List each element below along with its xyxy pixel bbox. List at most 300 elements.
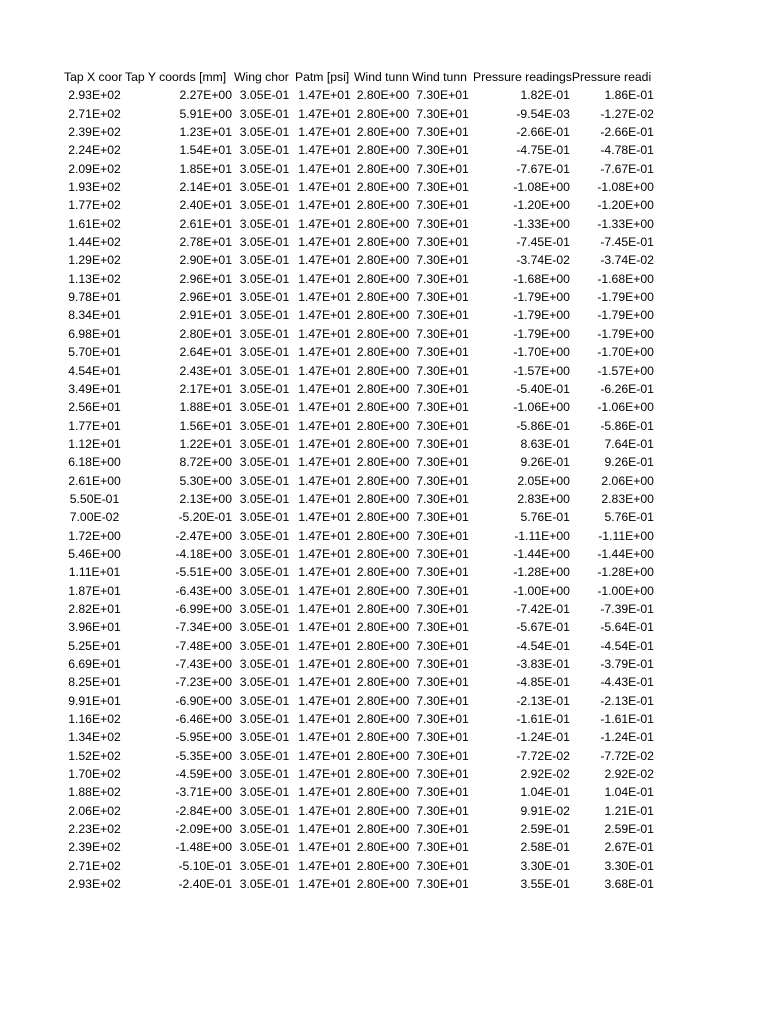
tap-x-cell[interactable]: 5.50E-01 (69, 491, 120, 506)
wind-tunnel-1-cell[interactable]: 2.80E+00 (356, 657, 410, 671)
patm-cell[interactable]: 1.47E+01 (298, 381, 351, 396)
patm-cell[interactable]: 1.47E+01 (298, 88, 351, 103)
tap-x-cell[interactable]: 2.56E+01 (68, 400, 121, 415)
wind-tunnel-1-cell[interactable]: 2.80E+00 (356, 216, 410, 231)
pressure-1-cell[interactable]: -1.33E+00 (513, 216, 570, 231)
tap-y-cell[interactable]: 2.40E+01 (179, 198, 232, 213)
wind-tunnel-2-cell[interactable]: 7.30E+01 (416, 161, 469, 176)
pressure-1-cell[interactable]: -1.28E+00 (513, 565, 570, 580)
header-pressure-2[interactable]: Pressure readi (571, 70, 652, 84)
tap-x-cell[interactable]: 1.12E+01 (68, 436, 121, 451)
wing-chord-cell[interactable]: 3.05E-01 (239, 657, 290, 671)
pressure-1-cell[interactable]: -1.06E+00 (513, 400, 570, 415)
tap-y-cell[interactable]: -6.90E+00 (175, 693, 232, 708)
wing-chord-cell[interactable]: 3.05E-01 (239, 730, 290, 745)
wing-chord-cell[interactable]: 3.05E-01 (239, 436, 290, 451)
tap-y-cell[interactable]: 2.43E+01 (179, 363, 232, 378)
wind-tunnel-1-cell[interactable]: 2.80E+00 (356, 546, 410, 561)
tap-y-cell[interactable]: 2.78E+01 (179, 235, 232, 250)
wind-tunnel-1-cell[interactable]: 2.80E+00 (356, 381, 410, 396)
wind-tunnel-1-cell[interactable]: 2.80E+00 (356, 473, 410, 488)
patm-cell[interactable]: 1.47E+01 (298, 235, 351, 250)
wind-tunnel-1-cell[interactable]: 2.80E+00 (356, 198, 410, 213)
tap-y-cell[interactable]: 1.23E+01 (179, 125, 232, 140)
patm-cell[interactable]: 1.47E+01 (298, 161, 351, 176)
pressure-1-cell[interactable]: -4.75E-01 (516, 143, 570, 158)
wind-tunnel-2-cell[interactable]: 7.30E+01 (416, 363, 469, 378)
wind-tunnel-2-cell[interactable]: 7.30E+01 (416, 271, 469, 286)
tap-x-cell[interactable]: 1.52E+02 (68, 748, 121, 763)
wind-tunnel-1-cell[interactable]: 2.80E+00 (356, 436, 410, 451)
wind-tunnel-2-cell[interactable]: 7.30E+01 (416, 235, 469, 250)
tap-y-cell[interactable]: -3.71E+00 (175, 785, 232, 800)
tap-x-cell[interactable]: 2.09E+02 (68, 161, 121, 176)
tap-y-cell[interactable]: -2.84E+00 (175, 803, 232, 818)
tap-x-cell[interactable]: 3.49E+01 (68, 381, 121, 396)
patm-cell[interactable]: 1.47E+01 (298, 363, 351, 378)
tap-y-cell[interactable]: 1.88E+01 (179, 400, 232, 415)
tap-y-cell[interactable]: -5.51E+00 (175, 565, 232, 580)
wind-tunnel-1-cell[interactable]: 2.80E+00 (356, 88, 410, 103)
tap-y-cell[interactable]: 5.30E+00 (179, 473, 232, 488)
patm-cell[interactable]: 1.47E+01 (298, 290, 351, 305)
wind-tunnel-2-cell[interactable]: 7.30E+01 (416, 180, 469, 195)
wing-chord-cell[interactable]: 3.05E-01 (239, 235, 290, 250)
tap-y-cell[interactable]: -6.43E+00 (175, 583, 232, 598)
tap-x-cell[interactable]: 3.96E+01 (68, 620, 121, 635)
wind-tunnel-2-cell[interactable]: 7.30E+01 (416, 767, 469, 782)
patm-cell[interactable]: 1.47E+01 (298, 546, 351, 561)
wing-chord-cell[interactable]: 3.05E-01 (239, 877, 290, 892)
wind-tunnel-2-cell[interactable]: 7.30E+01 (416, 803, 469, 818)
pressure-1-cell[interactable]: 2.59E-01 (520, 822, 570, 837)
pressure-2-cell[interactable]: 2.92E-02 (604, 767, 654, 782)
pressure-2-cell[interactable]: -1.28E+00 (597, 565, 654, 580)
tap-x-cell[interactable]: 2.61E+00 (68, 473, 121, 488)
pressure-1-cell[interactable]: -2.66E-01 (516, 125, 570, 140)
wing-chord-cell[interactable]: 3.05E-01 (239, 271, 290, 286)
pressure-2-cell[interactable]: -4.43E-01 (600, 675, 654, 690)
wing-chord-cell[interactable]: 3.05E-01 (239, 198, 290, 213)
patm-cell[interactable]: 1.47E+01 (298, 253, 351, 268)
wing-chord-cell[interactable]: 3.05E-01 (239, 363, 290, 378)
wind-tunnel-2-cell[interactable]: 7.30E+01 (416, 858, 469, 873)
wing-chord-cell[interactable]: 3.05E-01 (239, 418, 290, 433)
pressure-2-cell[interactable]: -1.08E+00 (597, 180, 654, 195)
wing-chord-cell[interactable]: 3.05E-01 (239, 400, 290, 415)
wind-tunnel-1-cell[interactable]: 2.80E+00 (356, 675, 410, 690)
wing-chord-cell[interactable]: 3.05E-01 (239, 180, 290, 195)
tap-y-cell[interactable]: -2.40E-01 (178, 877, 232, 892)
pressure-2-cell[interactable]: 3.68E-01 (604, 877, 654, 892)
pressure-1-cell[interactable]: 1.04E-01 (520, 785, 570, 800)
pressure-2-cell[interactable]: -2.66E-01 (600, 125, 654, 140)
wind-tunnel-2-cell[interactable]: 7.30E+01 (416, 638, 469, 653)
pressure-1-cell[interactable]: -2.13E-01 (516, 693, 570, 708)
wind-tunnel-2-cell[interactable]: 7.30E+01 (416, 473, 469, 488)
tap-x-cell[interactable]: 2.39E+02 (68, 840, 121, 855)
wind-tunnel-2-cell[interactable]: 7.30E+01 (416, 253, 469, 268)
tap-x-cell[interactable]: 2.93E+02 (68, 877, 121, 892)
pressure-1-cell[interactable]: 2.05E+00 (517, 473, 570, 488)
pressure-2-cell[interactable]: 7.64E-01 (604, 436, 654, 451)
wind-tunnel-2-cell[interactable]: 7.30E+01 (416, 88, 469, 103)
wind-tunnel-2-cell[interactable]: 7.30E+01 (416, 712, 469, 727)
pressure-2-cell[interactable]: -1.57E+00 (597, 363, 654, 378)
wind-tunnel-2-cell[interactable]: 7.30E+01 (416, 730, 469, 745)
tap-x-cell[interactable]: 1.72E+00 (68, 528, 121, 543)
pressure-1-cell[interactable]: -5.40E-01 (516, 381, 570, 396)
pressure-2-cell[interactable]: -7.67E-01 (600, 161, 654, 176)
pressure-2-cell[interactable]: -1.79E+00 (597, 326, 654, 341)
wing-chord-cell[interactable]: 3.05E-01 (239, 858, 290, 873)
wind-tunnel-1-cell[interactable]: 2.80E+00 (356, 858, 410, 873)
patm-cell[interactable]: 1.47E+01 (298, 730, 351, 745)
pressure-1-cell[interactable]: -3.74E-02 (516, 253, 570, 268)
wind-tunnel-1-cell[interactable]: 2.80E+00 (356, 730, 410, 745)
wind-tunnel-1-cell[interactable]: 2.80E+00 (356, 510, 410, 525)
tap-x-cell[interactable]: 5.25E+01 (68, 638, 121, 653)
wind-tunnel-2-cell[interactable]: 7.30E+01 (416, 455, 469, 470)
wind-tunnel-1-cell[interactable]: 2.80E+00 (356, 767, 410, 782)
tap-y-cell[interactable]: 2.91E+01 (179, 308, 232, 323)
wind-tunnel-2-cell[interactable]: 7.30E+01 (416, 601, 469, 616)
wind-tunnel-1-cell[interactable]: 2.80E+00 (356, 638, 410, 653)
tap-y-cell[interactable]: -7.23E+00 (175, 675, 232, 690)
tap-x-cell[interactable]: 2.71E+02 (68, 858, 121, 873)
tap-x-cell[interactable]: 1.13E+02 (68, 271, 121, 286)
wind-tunnel-1-cell[interactable]: 2.80E+00 (356, 693, 410, 708)
wind-tunnel-2-cell[interactable]: 7.30E+01 (416, 216, 469, 231)
tap-y-cell[interactable]: -5.95E+00 (175, 730, 232, 745)
pressure-2-cell[interactable]: 2.67E-01 (604, 840, 654, 855)
tap-y-cell[interactable]: 2.96E+01 (179, 290, 232, 305)
header-tap-x[interactable]: Tap X coor (64, 70, 123, 84)
pressure-1-cell[interactable]: 9.91E-02 (520, 803, 570, 818)
wind-tunnel-1-cell[interactable]: 2.80E+00 (356, 803, 410, 818)
pressure-2-cell[interactable]: -1.70E+00 (597, 345, 654, 360)
tap-y-cell[interactable]: 2.90E+01 (179, 253, 232, 268)
pressure-1-cell[interactable]: 9.26E-01 (520, 455, 570, 470)
patm-cell[interactable]: 1.47E+01 (298, 803, 351, 818)
wind-tunnel-2-cell[interactable]: 7.30E+01 (416, 143, 469, 158)
pressure-2-cell[interactable]: 2.06E+00 (601, 473, 654, 488)
tap-y-cell[interactable]: 1.22E+01 (179, 436, 232, 451)
wing-chord-cell[interactable]: 3.05E-01 (239, 88, 290, 103)
tap-x-cell[interactable]: 6.69E+01 (68, 657, 121, 671)
pressure-2-cell[interactable]: -3.79E-01 (600, 657, 654, 671)
tap-x-cell[interactable]: 2.23E+02 (68, 822, 121, 837)
tap-y-cell[interactable]: -2.09E+00 (175, 822, 232, 837)
tap-x-cell[interactable]: 2.93E+02 (68, 88, 121, 103)
tap-x-cell[interactable]: 1.44E+02 (68, 235, 121, 250)
wing-chord-cell[interactable]: 3.05E-01 (239, 216, 290, 231)
wind-tunnel-1-cell[interactable]: 2.80E+00 (356, 748, 410, 763)
wing-chord-cell[interactable]: 3.05E-01 (239, 161, 290, 176)
wing-chord-cell[interactable]: 3.05E-01 (239, 455, 290, 470)
tap-y-cell[interactable]: -5.10E-01 (178, 858, 232, 873)
wind-tunnel-2-cell[interactable]: 7.30E+01 (416, 657, 469, 671)
pressure-1-cell[interactable]: 8.63E-01 (520, 436, 570, 451)
wind-tunnel-1-cell[interactable]: 2.80E+00 (356, 877, 410, 892)
patm-cell[interactable]: 1.47E+01 (298, 510, 351, 525)
wing-chord-cell[interactable]: 3.05E-01 (239, 528, 290, 543)
wing-chord-cell[interactable]: 3.05E-01 (239, 565, 290, 580)
pressure-2-cell[interactable]: 1.21E-01 (604, 803, 654, 818)
wind-tunnel-1-cell[interactable]: 2.80E+00 (356, 528, 410, 543)
wind-tunnel-2-cell[interactable]: 7.30E+01 (416, 418, 469, 433)
pressure-1-cell[interactable]: -3.83E-01 (516, 657, 570, 671)
wing-chord-cell[interactable]: 3.05E-01 (239, 712, 290, 727)
tap-y-cell[interactable]: 1.56E+01 (179, 418, 232, 433)
pressure-2-cell[interactable]: -5.64E-01 (600, 620, 654, 635)
pressure-2-cell[interactable]: -1.27E-02 (600, 106, 654, 121)
patm-cell[interactable]: 1.47E+01 (298, 877, 351, 892)
tap-x-cell[interactable]: 1.77E+02 (68, 198, 121, 213)
tap-x-cell[interactable]: 1.61E+02 (68, 216, 121, 231)
patm-cell[interactable]: 1.47E+01 (298, 840, 351, 855)
wind-tunnel-1-cell[interactable]: 2.80E+00 (356, 491, 410, 506)
header-tap-y[interactable]: Tap Y coords [mm] (125, 70, 227, 84)
wind-tunnel-1-cell[interactable]: 2.80E+00 (356, 785, 410, 800)
wing-chord-cell[interactable]: 3.05E-01 (239, 840, 290, 855)
patm-cell[interactable]: 1.47E+01 (298, 106, 351, 121)
wind-tunnel-1-cell[interactable]: 2.80E+00 (356, 601, 410, 616)
pressure-2-cell[interactable]: 2.59E-01 (604, 822, 654, 837)
tap-y-cell[interactable]: -4.59E+00 (175, 767, 232, 782)
patm-cell[interactable]: 1.47E+01 (298, 216, 351, 231)
wind-tunnel-1-cell[interactable]: 2.80E+00 (356, 308, 410, 323)
patm-cell[interactable]: 1.47E+01 (298, 858, 351, 873)
wind-tunnel-1-cell[interactable]: 2.80E+00 (356, 565, 410, 580)
wind-tunnel-1-cell[interactable]: 2.80E+00 (356, 822, 410, 837)
tap-x-cell[interactable]: 2.24E+02 (68, 143, 121, 158)
tap-x-cell[interactable]: 1.77E+01 (68, 418, 121, 433)
patm-cell[interactable]: 1.47E+01 (298, 473, 351, 488)
pressure-2-cell[interactable]: -7.45E-01 (600, 235, 654, 250)
tap-x-cell[interactable]: 2.06E+02 (68, 803, 121, 818)
wing-chord-cell[interactable]: 3.05E-01 (239, 345, 290, 360)
pressure-1-cell[interactable]: -1.11E+00 (514, 528, 570, 543)
patm-cell[interactable]: 1.47E+01 (298, 400, 351, 415)
pressure-2-cell[interactable]: -4.78E-01 (600, 143, 654, 158)
wing-chord-cell[interactable]: 3.05E-01 (239, 125, 290, 140)
pressure-2-cell[interactable]: 1.04E-01 (604, 785, 654, 800)
wind-tunnel-2-cell[interactable]: 7.30E+01 (416, 381, 469, 396)
pressure-1-cell[interactable]: -7.45E-01 (516, 235, 570, 250)
patm-cell[interactable]: 1.47E+01 (298, 675, 351, 690)
patm-cell[interactable]: 1.47E+01 (298, 455, 351, 470)
header-pressure-1[interactable]: Pressure readings (473, 70, 572, 84)
wind-tunnel-1-cell[interactable]: 2.80E+00 (356, 840, 410, 855)
wind-tunnel-1-cell[interactable]: 2.80E+00 (356, 345, 410, 360)
wing-chord-cell[interactable]: 3.05E-01 (239, 253, 290, 268)
pressure-1-cell[interactable]: -7.67E-01 (516, 161, 570, 176)
patm-cell[interactable]: 1.47E+01 (298, 345, 351, 360)
pressure-1-cell[interactable]: 2.58E-01 (520, 840, 570, 855)
patm-cell[interactable]: 1.47E+01 (298, 638, 351, 653)
tap-x-cell[interactable]: 9.91E+01 (68, 693, 121, 708)
wind-tunnel-2-cell[interactable]: 7.30E+01 (416, 840, 469, 855)
wing-chord-cell[interactable]: 3.05E-01 (239, 803, 290, 818)
tap-y-cell[interactable]: 2.14E+01 (179, 180, 232, 195)
tap-y-cell[interactable]: -7.43E+00 (175, 657, 232, 671)
tap-y-cell[interactable]: 2.13E+00 (179, 491, 232, 506)
wing-chord-cell[interactable]: 3.05E-01 (239, 693, 290, 708)
wing-chord-cell[interactable]: 3.05E-01 (239, 510, 290, 525)
header-wing-chord[interactable]: Wing chor (234, 70, 289, 84)
tap-y-cell[interactable]: -1.48E+00 (175, 840, 232, 855)
wing-chord-cell[interactable]: 3.05E-01 (239, 748, 290, 763)
wind-tunnel-2-cell[interactable]: 7.30E+01 (416, 345, 469, 360)
pressure-1-cell[interactable]: 2.83E+00 (517, 491, 570, 506)
wind-tunnel-2-cell[interactable]: 7.30E+01 (416, 565, 469, 580)
pressure-2-cell[interactable]: -5.86E-01 (600, 418, 654, 433)
pressure-1-cell[interactable]: -7.72E-02 (516, 748, 570, 763)
wind-tunnel-2-cell[interactable]: 7.30E+01 (416, 308, 469, 323)
pressure-2-cell[interactable]: -2.13E-01 (600, 693, 654, 708)
tap-y-cell[interactable]: 2.27E+00 (179, 88, 232, 103)
pressure-1-cell[interactable]: -1.24E-01 (516, 730, 570, 745)
tap-x-cell[interactable]: 5.46E+00 (68, 546, 121, 561)
wind-tunnel-2-cell[interactable]: 7.30E+01 (416, 436, 469, 451)
wing-chord-cell[interactable]: 3.05E-01 (239, 326, 290, 341)
wind-tunnel-1-cell[interactable]: 2.80E+00 (356, 712, 410, 727)
tap-x-cell[interactable]: 1.87E+01 (68, 583, 121, 598)
wind-tunnel-1-cell[interactable]: 2.80E+00 (356, 143, 410, 158)
patm-cell[interactable]: 1.47E+01 (298, 491, 351, 506)
pressure-2-cell[interactable]: -1.44E+00 (597, 546, 654, 561)
wing-chord-cell[interactable]: 3.05E-01 (239, 767, 290, 782)
pressure-2-cell[interactable]: 9.26E-01 (604, 455, 654, 470)
pressure-1-cell[interactable]: -1.79E+00 (513, 308, 570, 323)
header-wind-tunnel-1[interactable]: Wind tunn (354, 70, 409, 84)
tap-y-cell[interactable]: -2.47E+00 (175, 528, 232, 543)
patm-cell[interactable]: 1.47E+01 (298, 180, 351, 195)
wind-tunnel-1-cell[interactable]: 2.80E+00 (356, 363, 410, 378)
pressure-1-cell[interactable]: -1.57E+00 (513, 363, 570, 378)
patm-cell[interactable]: 1.47E+01 (298, 767, 351, 782)
pressure-1-cell[interactable]: 2.92E-02 (520, 767, 570, 782)
wind-tunnel-1-cell[interactable]: 2.80E+00 (356, 125, 410, 140)
tap-x-cell[interactable]: 1.88E+02 (68, 785, 121, 800)
pressure-2-cell[interactable]: 3.30E-01 (604, 858, 654, 873)
wind-tunnel-2-cell[interactable]: 7.30E+01 (416, 693, 469, 708)
pressure-2-cell[interactable]: -6.26E-01 (600, 381, 654, 396)
pressure-1-cell[interactable]: 1.82E-01 (520, 88, 570, 103)
wing-chord-cell[interactable]: 3.05E-01 (239, 620, 290, 635)
wind-tunnel-1-cell[interactable]: 2.80E+00 (356, 253, 410, 268)
tap-x-cell[interactable]: 5.70E+01 (68, 345, 121, 360)
pressure-1-cell[interactable]: -1.70E+00 (513, 345, 570, 360)
patm-cell[interactable]: 1.47E+01 (298, 601, 351, 616)
tap-x-cell[interactable]: 2.39E+02 (68, 125, 121, 140)
pressure-1-cell[interactable]: -1.00E+00 (513, 583, 570, 598)
patm-cell[interactable]: 1.47E+01 (298, 418, 351, 433)
tap-x-cell[interactable]: 2.71E+02 (68, 106, 121, 121)
wind-tunnel-2-cell[interactable]: 7.30E+01 (416, 290, 469, 305)
pressure-2-cell[interactable]: 2.83E+00 (601, 491, 654, 506)
wind-tunnel-2-cell[interactable]: 7.30E+01 (416, 785, 469, 800)
pressure-2-cell[interactable]: -1.61E-01 (600, 712, 654, 727)
wing-chord-cell[interactable]: 3.05E-01 (239, 473, 290, 488)
wing-chord-cell[interactable]: 3.05E-01 (239, 822, 290, 837)
patm-cell[interactable]: 1.47E+01 (298, 143, 351, 158)
wind-tunnel-2-cell[interactable]: 7.30E+01 (416, 400, 469, 415)
wind-tunnel-2-cell[interactable]: 7.30E+01 (416, 877, 469, 892)
tap-y-cell[interactable]: 2.96E+01 (179, 271, 232, 286)
wing-chord-cell[interactable]: 3.05E-01 (239, 546, 290, 561)
patm-cell[interactable]: 1.47E+01 (298, 748, 351, 763)
tap-y-cell[interactable]: -6.99E+00 (175, 601, 232, 616)
pressure-2-cell[interactable]: -1.06E+00 (597, 400, 654, 415)
tap-x-cell[interactable]: 8.25E+01 (68, 675, 121, 690)
pressure-2-cell[interactable]: -1.11E+00 (598, 528, 654, 543)
pressure-1-cell[interactable]: -7.42E-01 (516, 601, 570, 616)
wind-tunnel-2-cell[interactable]: 7.30E+01 (416, 528, 469, 543)
pressure-1-cell[interactable]: -4.54E-01 (516, 638, 570, 653)
wind-tunnel-2-cell[interactable]: 7.30E+01 (416, 106, 469, 121)
wind-tunnel-1-cell[interactable]: 2.80E+00 (356, 418, 410, 433)
tap-y-cell[interactable]: 2.80E+01 (179, 326, 232, 341)
pressure-1-cell[interactable]: -1.79E+00 (513, 290, 570, 305)
wing-chord-cell[interactable]: 3.05E-01 (239, 601, 290, 616)
tap-y-cell[interactable]: 5.91E+00 (179, 106, 232, 121)
patm-cell[interactable]: 1.47E+01 (298, 436, 351, 451)
wind-tunnel-1-cell[interactable]: 2.80E+00 (356, 106, 410, 121)
tap-x-cell[interactable]: 6.98E+01 (68, 326, 121, 341)
wind-tunnel-1-cell[interactable]: 2.80E+00 (356, 235, 410, 250)
header-patm[interactable]: Patm [psi] (295, 70, 350, 84)
patm-cell[interactable]: 1.47E+01 (298, 308, 351, 323)
tap-y-cell[interactable]: -7.48E+00 (175, 638, 232, 653)
patm-cell[interactable]: 1.47E+01 (298, 822, 351, 837)
tap-x-cell[interactable]: 6.18E+00 (68, 455, 121, 470)
pressure-2-cell[interactable]: 1.86E-01 (604, 88, 654, 103)
patm-cell[interactable]: 1.47E+01 (298, 785, 351, 800)
tap-x-cell[interactable]: 1.34E+02 (68, 730, 121, 745)
wind-tunnel-1-cell[interactable]: 2.80E+00 (356, 290, 410, 305)
patm-cell[interactable]: 1.47E+01 (298, 693, 351, 708)
tap-y-cell[interactable]: -7.34E+00 (175, 620, 232, 635)
tap-x-cell[interactable]: 7.00E-02 (69, 510, 120, 525)
pressure-1-cell[interactable]: -5.67E-01 (516, 620, 570, 635)
pressure-1-cell[interactable]: -1.68E+00 (513, 271, 570, 286)
tap-y-cell[interactable]: 2.64E+01 (179, 345, 232, 360)
patm-cell[interactable]: 1.47E+01 (298, 528, 351, 543)
pressure-1-cell[interactable]: -9.54E-03 (516, 106, 570, 121)
wing-chord-cell[interactable]: 3.05E-01 (239, 308, 290, 323)
tap-y-cell[interactable]: 8.72E+00 (179, 455, 232, 470)
pressure-2-cell[interactable]: -1.68E+00 (597, 271, 654, 286)
tap-y-cell[interactable]: -5.35E+00 (175, 748, 232, 763)
wind-tunnel-2-cell[interactable]: 7.30E+01 (416, 748, 469, 763)
pressure-1-cell[interactable]: 5.76E-01 (520, 510, 570, 525)
pressure-2-cell[interactable]: -4.54E-01 (600, 638, 654, 653)
tap-x-cell[interactable]: 1.29E+02 (68, 253, 121, 268)
tap-y-cell[interactable]: -6.46E+00 (175, 712, 232, 727)
wind-tunnel-1-cell[interactable]: 2.80E+00 (356, 455, 410, 470)
patm-cell[interactable]: 1.47E+01 (298, 583, 351, 598)
pressure-2-cell[interactable]: -1.79E+00 (597, 308, 654, 323)
pressure-2-cell[interactable]: -7.72E-02 (600, 748, 654, 763)
pressure-2-cell[interactable]: -1.20E+00 (597, 198, 654, 213)
wind-tunnel-2-cell[interactable]: 7.30E+01 (416, 620, 469, 635)
wind-tunnel-1-cell[interactable]: 2.80E+00 (356, 326, 410, 341)
wind-tunnel-2-cell[interactable]: 7.30E+01 (416, 822, 469, 837)
wind-tunnel-2-cell[interactable]: 7.30E+01 (416, 510, 469, 525)
tap-x-cell[interactable]: 1.70E+02 (68, 767, 121, 782)
